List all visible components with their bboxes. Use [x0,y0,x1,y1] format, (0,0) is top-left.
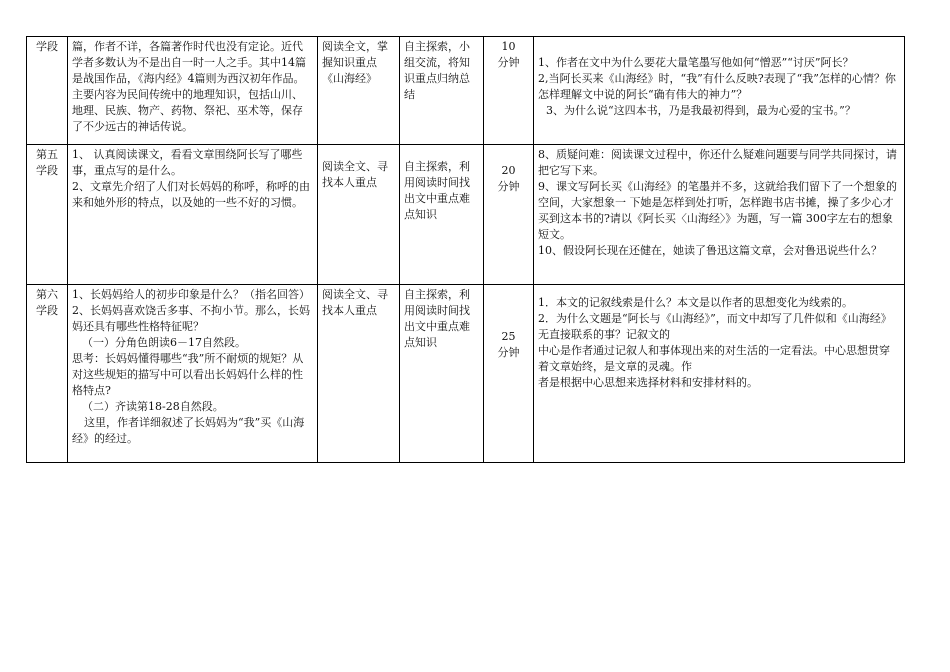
content-cell [68,285,318,463]
content-text: 2、长妈妈喜欢饶舌多事、不拘小节。那么，长妈妈还具有哪些性格特征呢？ [72,304,310,333]
stage-cell: 学段 [27,37,68,145]
method-cell: 自主探索，利用阅读时间找出文中重点难点知识 [400,145,484,285]
stage-cell: 第五学段 [27,145,68,285]
stage-cell: 第六学段 [27,285,68,463]
questions-cell [534,37,905,145]
content-cell [68,145,318,285]
time-cell: 10 分钟 [484,37,534,145]
content-text: （一）分角色朗读6－17自然段。 [82,336,246,349]
method-cell: 自主探索，小组交流，将知识重点归纳总结 [400,37,484,145]
question-item: 10、假设阿长现在还健在，她读了鲁迅这篇文章，会对鲁迅说些什么？ [538,244,882,257]
question-item: 2．为什么文题是“阿长与《山海经》”，而文中却写了几件似和《山海经》无直接联系的事？记叙文的 [538,312,892,341]
question-item: 8、质疑问难：阅读课文过程中，你还什么疑难问题要与同学共同探讨，请把它写下来。 [538,148,897,177]
content-cell [68,37,318,145]
time-cell: 20 分钟 [484,145,534,285]
content-text: 1、长妈妈给人的初步印象是什么？（指名回答） [72,288,310,301]
questions-cell [534,145,905,285]
question-item: 者是根据中心思想来选择材料和安排材料的。 [538,376,758,389]
content-text: 这里，作者详细叙述了长妈妈为“我”买《山海经》的经过。 [72,416,305,445]
content-text: 2、文章先介绍了人们对长妈妈的称呼，称呼的由来和她外形的特点，以及她的一些不好的习惯。 [72,180,310,209]
table-row [27,285,905,463]
question-item: 2,当阿长买来《山海经》时，“我”有什么反映?表现了“我”怎样的心情？你怎样理解文中说的阿长“确有伟大的神力”？ [538,72,896,101]
content-text: 1、 认真阅读课文，看看文章围绕阿长写了哪些事，重点写的是什么。 [72,148,303,177]
method-cell: 自主探索，利用阅读时间找出文中重点难点知识 [400,285,484,463]
activity-cell: 阅读全文，掌握知识重点《山海经》 [318,37,400,145]
content-text: 篇，作者不详，各篇著作时代也没有定论。近代学者多数认为不是出自一时一人之手。其中14篇是战国作品，《海内经》4篇则为西汉初年作品。主要内容为民间传统中的地理知识，包括山川、地理、民族、物产、药物、祭祀、巫术等，保存了不少远古的神话传说。 [72,40,306,133]
question-item: 3、为什么说“这四本书，乃是我最初得到，最为心爱的宝书。”？ [546,104,856,117]
question-item: 中心是作者通过记叙人和事体现出来的对生活的一定看法。中心思想贯穿着文章始终，是文章的灵魂。作 [538,344,890,373]
activity-cell: 阅读全文、寻找本人重点 [318,145,400,285]
questions-cell [534,285,905,463]
activity-cell: 阅读全文、寻找本人重点 [318,285,400,463]
question-item: 9、课文写阿长买《山海经》的笔墨并不多，这就给我们留下了一个想象的空间，大家想象一 下她是怎样到处打听，怎样跑书店书摊，操了多少心才买到这本书的?请以《阿长买〈山海经〉》为题，写一篇 300字左右的想象短文。 [538,180,897,241]
lesson-plan-table [26,36,905,463]
content-text: 思考：长妈妈懂得哪些“我”所不耐烦的规矩？从对这些规矩的描写中可以看出长妈妈什么样的性格特点? [72,352,304,397]
table-row [27,145,905,285]
table-row [27,37,905,145]
question-item: 1．本文的记叙线索是什么？本文是以作者的思想变化为线索的。 [538,296,853,309]
question-item: 1、作者在文中为什么要花大量笔墨写他如何“憎恶”“讨厌”阿长？ [538,56,854,69]
time-cell: 25 分钟 [484,285,534,463]
content-text: （二）齐读第18-28自然段。 [82,400,224,413]
